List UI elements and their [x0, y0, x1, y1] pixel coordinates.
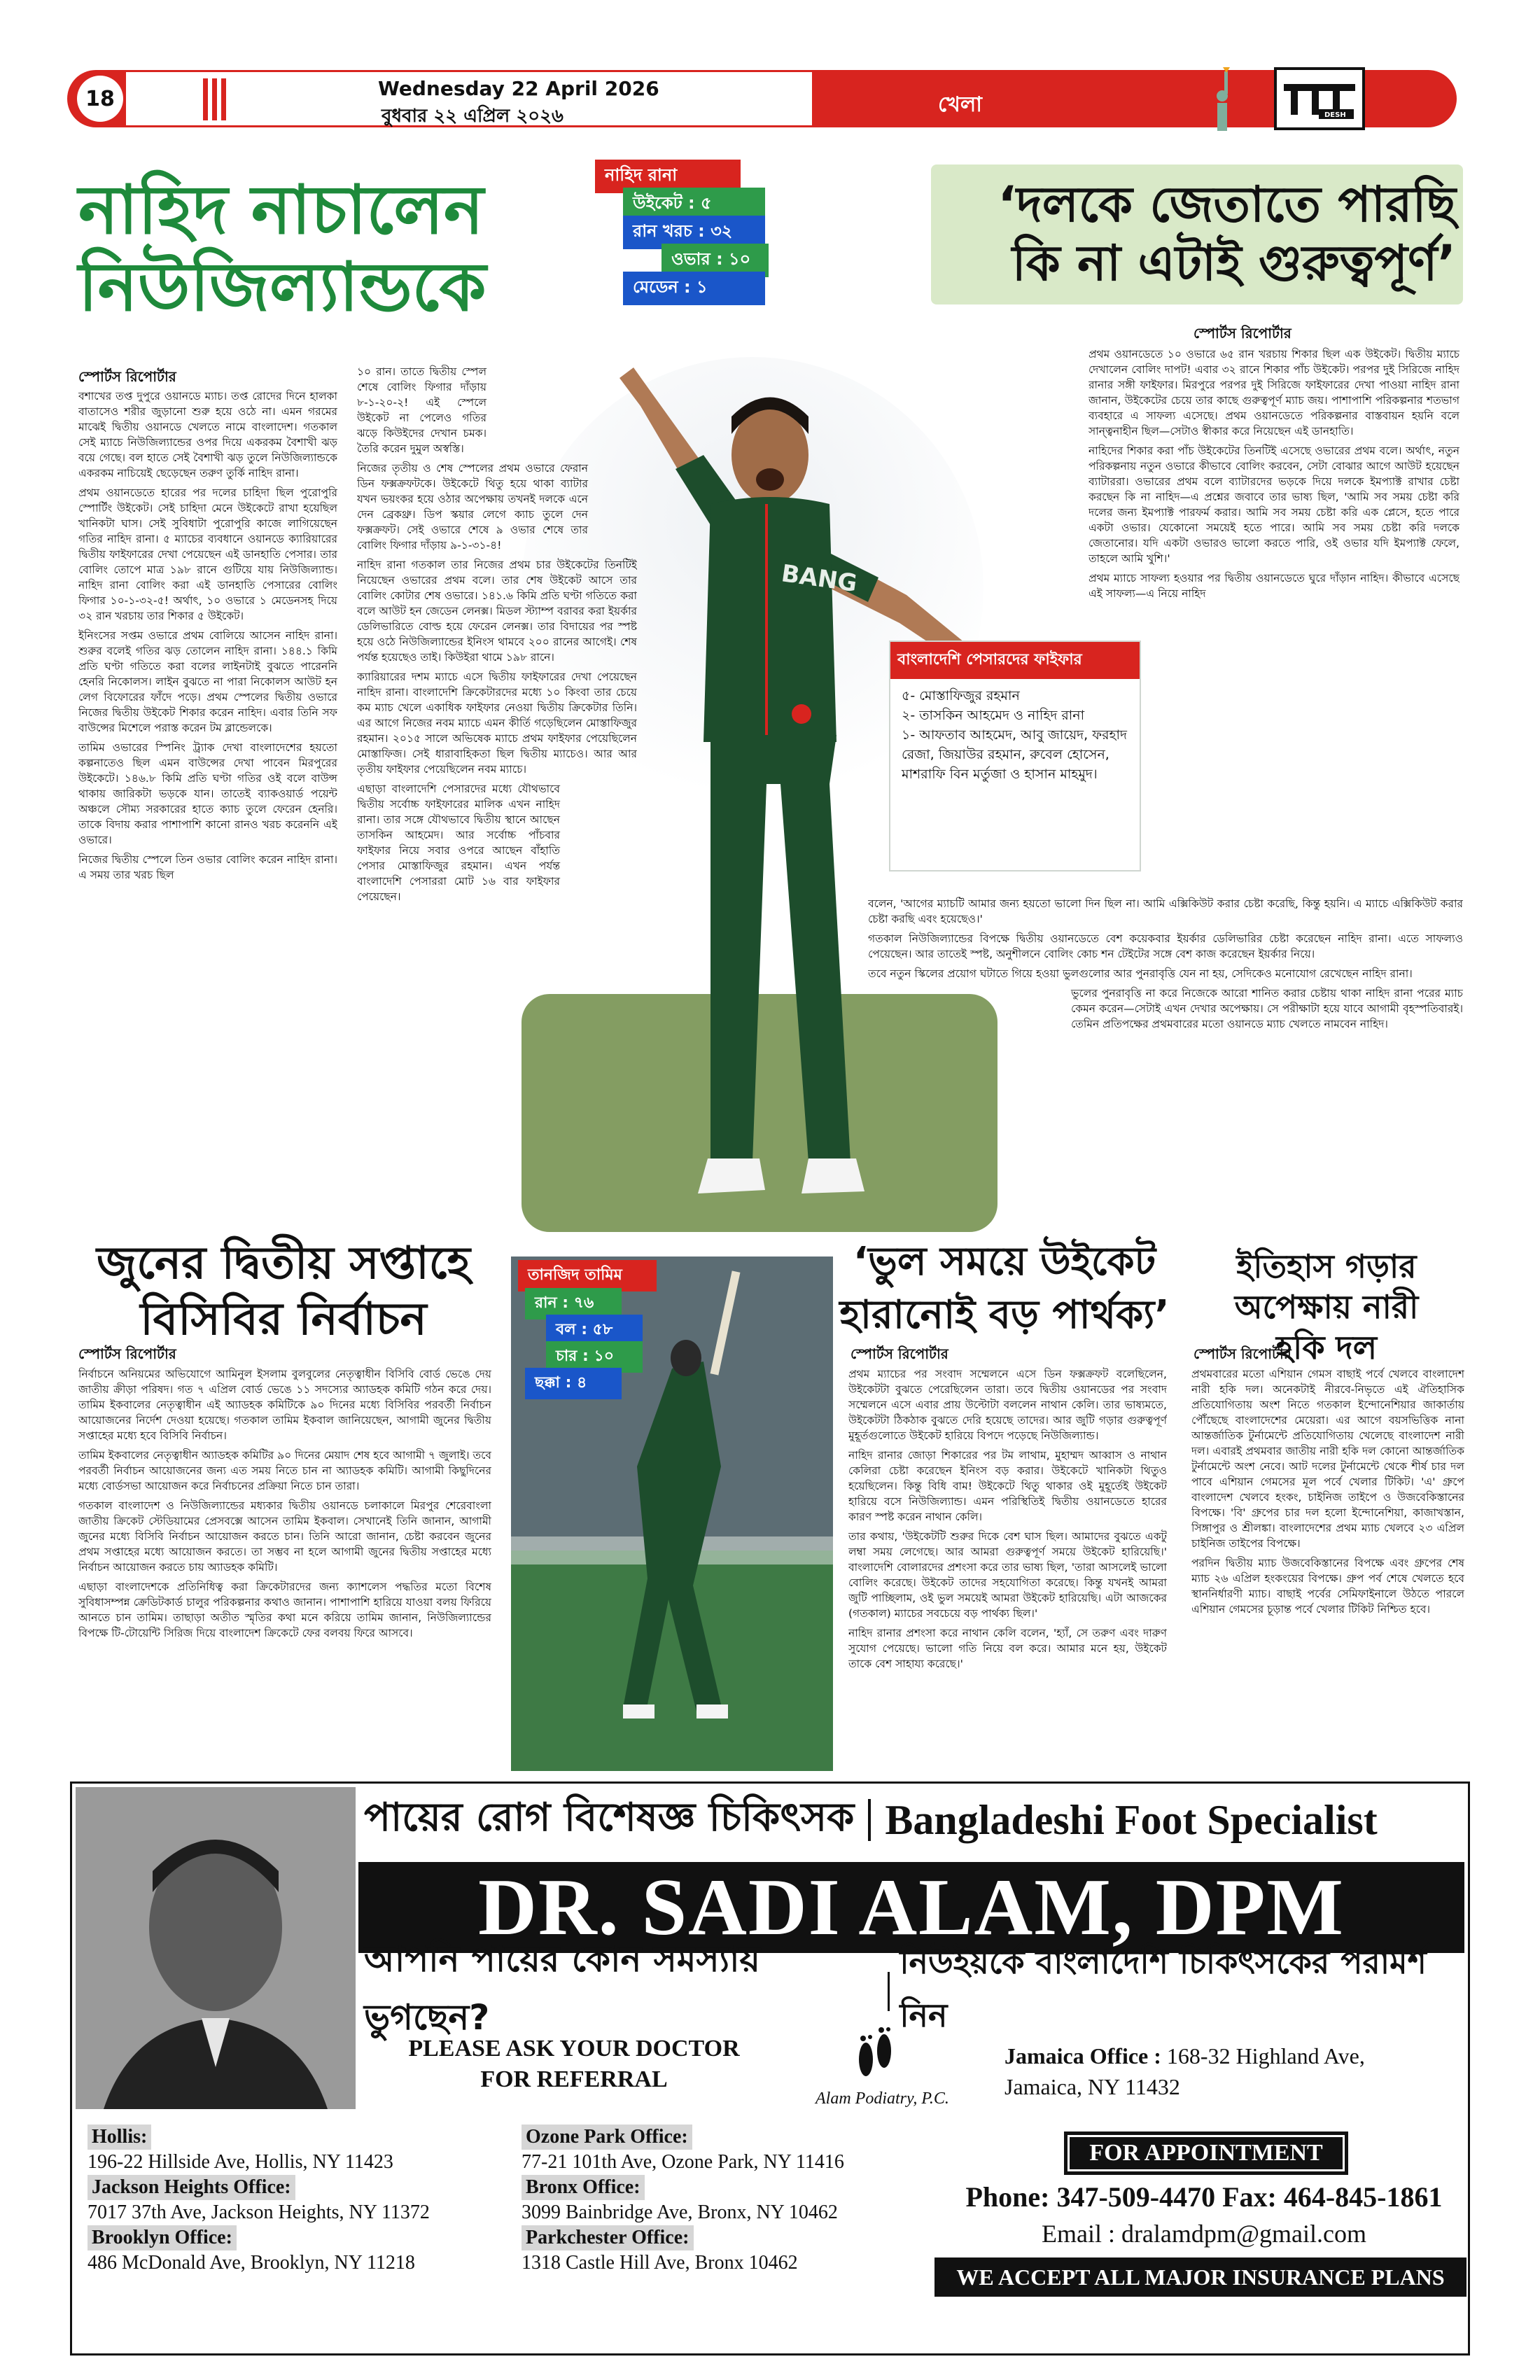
- stats-title: নাহিদ রানা: [595, 160, 741, 193]
- quote-para: প্রথম ওয়ানডেতে ১০ ওভারে ৬৫ রান খরচায় শিকার ছিল এক উইকেট। দ্বিতীয় ম্যাচে দেখালেন বোলিং দাপট! এবার ৩২ রানে শিকার পাঁচ উইকেট। পরপর দুই সিরিজে নাহিদ রানার সঙ্গী ফাইফার। মিরপুরে পরপর দুই সিরিজে ফাইফারের দেখা পাওয়া নাহিদ রানা জানান, উইকেটের চেয়ে তার কাছে গুরুত্বপূর্ণ ম্যাচ জয়। পাশাপাশি পরিকল্পনার শতভাগ ব্যবহারে এ সাফল্য এসেছে। প্রথম ওয়ানডেতে পরিকল্পনার বাস্তবায়ন হয়নি বলে সান্ত্বনাহীন ছিল—সেটাও স্বীকার করে নিয়েছেন এই ডানহাতি।: [1088, 348, 1460, 438]
- desh-logo: [1274, 67, 1365, 130]
- office-address: 196-22 Hillside Ave, Hollis, NY 11423: [88, 2151, 393, 2173]
- ad-tagline-right: নিউইয়র্কে বাংলাদেশি চিকিৎসকের পরামর্শ নিন: [899, 1943, 1427, 2034]
- ad-title-divider: [868, 1799, 871, 1841]
- wicket-byline: স্পোর্টস রিপোর্টার: [850, 1345, 948, 1362]
- lead-column-1: [78, 388, 337, 1250]
- jamaica-address-line1: 168-32 Highland Ave,: [1166, 2043, 1365, 2068]
- quote-headline-line2: কি না এটাই গুরুত্বপূর্ণ’: [1011, 234, 1456, 292]
- ad-phone: Phone: 347-509-4470 Fax: 464-845-1861: [965, 2181, 1443, 2213]
- lead-byline: স্পোর্টস রিপোর্টার: [78, 368, 176, 385]
- lead-col1-para: নিজের দ্বিতীয় স্পেলে তিন ওভার বোলিং করেন নাহিদ রানা। এ সময় তার খরচ ছিল: [78, 853, 337, 881]
- quote-headline: [924, 175, 1456, 293]
- practice-name: Alam Podiatry, P.C.: [816, 2090, 949, 2108]
- ad-title-row: [364, 1788, 1463, 1851]
- quote-headline-line1: ‘দলকে জেতাতে পারছি: [997, 176, 1456, 233]
- quote-cont-para: বলেন, 'আগের ম্যাচটি আমার জন্য হয়তো ভালো দিন ছিল না। আমি এক্সিকিউট করার চেষ্টা করেছি, কিন্তু হয়নি। এ ম্যাচে এক্সিকিউট করার চেষ্টা করছি এবং হয়েছেও।': [868, 897, 1463, 925]
- women-para: পরদিন দ্বিতীয় ম্যাচ উজবেকিস্তানের বিপক্ষে এবং গ্রুপের শেষ ম্যাচ ২৬ এপ্রিল হংকংয়ের বিপক্ষে। গ্রুপ পর্ব শেষে খেলতে হবে স্থাননির্ধারণী ম্যাচ। বাছাই পর্বের সেমিফাইনালে উঠতে পারলে এশিয়ান গেমসের চূড়ান্ত পর্বে খেলার টিকিট নিশ্চিত হবে।: [1191, 1557, 1464, 1616]
- bcb-headline-line2: বিসিবির নির্বাচন: [140, 1294, 427, 1345]
- appointment-label: FOR APPOINTMENT: [1089, 2140, 1323, 2166]
- insurance-label: WE ACCEPT ALL MAJOR INSURANCE PLANS: [956, 2264, 1445, 2290]
- lead-col1-para: তামিম ওভারের স্পিনিং ট্র্যাক দেখা বাংলাদেশের হয়তো কল্পনাতেও ছিল এমন বাউন্সের দেখা পাবেন মিরপুরের উইকেটে। ১৪৬.৮ কিমি প্রতি ঘণ্টা গতির ওই বলে বাউন্স থাকায় জারিকটা ভড়কে যান। তাতেই ব্যাকওয়ার্ড পয়েন্ট অঞ্চলে সৌম্য সরকারের হাতে ক্যাচ তুলে ফেরেন হেনরি। তাকে বিদায় করার পাশাপাশি কানো রানও খরচ করেননি এই ওভারে।: [78, 741, 337, 846]
- fifer-box-title: বাংলাদেশি পেসারদের ফাইফার: [890, 642, 1140, 679]
- office-address: 77-21 101th Ave, Ozone Park, NY 11416: [522, 2151, 844, 2173]
- quote-cont-para: তবে নতুন স্কিলের প্রয়োগ ঘটাতে গিয়ে হওয়া ভুলগুলোর আর পুনরাবৃত্তি যেন না হয়, সেদিকেও মনোযোগ রেখেছেন নাহিদ রানা।: [868, 967, 1413, 980]
- lead-headline-line2: নিউজিল্যান্ডকে: [78, 248, 486, 326]
- office-name: Brooklyn Office:: [88, 2225, 237, 2250]
- office-name: Jackson Heights Office:: [88, 2175, 295, 2200]
- wicket-para: নাহিদ রানার প্রশংসা করে নাথান কেলি বলেন, 'হ্যাঁ, সে তরুণ এবং দারুণ সুযোগ পেয়েছে। ভালো গতি নিয়ে বল করে। আমার মনে হয়, উইকেট তাকে বেশ সাহায্য করেছে।': [848, 1627, 1167, 1670]
- office-address: 3099 Bainbridge Ave, Bronx, NY 10462: [522, 2202, 838, 2223]
- office-name: Parkchester Office:: [522, 2225, 694, 2250]
- insurance-banner: [934, 2258, 1466, 2297]
- page-number: 18: [77, 76, 123, 122]
- section-name: খেলা: [938, 92, 982, 117]
- tanzid-stats: [518, 1260, 658, 1400]
- quote-cont-para: ভুলের পুনরাবৃত্তি না করে নিজেকে আরো শানিত করার চেষ্টায় থাকা নাহিদ রানা পরের ম্যাচ কেমন করেন—সেটাই এখন দেখার অপেক্ষায়। সে পরীক্ষাটা হয়ে যাবে আগামী বৃহস্পতিবারই। তেমিন প্রতিপক্ষের প্রথমবারের মতো ওয়ানডে ম্যাচ খেলতে নামবেন নাহিদ।: [1071, 987, 1463, 1030]
- lead-headline-line1: নাহিদ নাচালেন: [78, 171, 484, 249]
- office-address: 486 McDonald Ave, Brooklyn, NY 11218: [88, 2252, 415, 2274]
- ad-title-english: Bangladeshi Foot Specialist: [885, 1796, 1378, 1843]
- lead-col2-para: ১০ রান। তাতে দ্বিতীয় স্পেল শেষে বোলিং ফিগার দাঁড়ায় ৮-১-২০-২! এই স্পেলে উইকেট না পেলেও গতির ঝড়ে কিউইদের দেখান চমক। তৈরি করেন দুমুল অস্বস্তি।: [357, 365, 486, 455]
- lead-col1-para: প্রথম ওয়ানডেতে হারের পর দলের চাহিদা ছিল পুরোপুরি স্পোর্টিং উইকেট। সেই চাহিদা মেনে উইকেটে রাখা হয়েছিল খানিকটা ঘাস। সেই সুবিধাটা পুরোপুরি কাজে লাগিয়েছেন গতির নাহিদ রানা। ৫ ম্যাচের ব্যবধানে ওয়ানডে ক্যারিয়ারের দ্বিতীয় ফাইফারের দেখা পেয়েছেন এই ডানহাতি পেসার। তার বোলিং তোপে মাত্র ১৯৮ রানে গুটিয়ে যায় নিউজিল্যান্ড। নাহিদ রানা বোলিং করা এই ডানহাতি পেসারের বোলিং ফিগার ১০-১-৩২-৫! অর্থাৎ, ১০ ওভারে ১ মেডেনসহ দিয়ে ৩২ রান খরচায় তার শিকার ৫ উইকেট।: [78, 486, 337, 622]
- stat-maidens: মেডেন : ১: [623, 272, 765, 305]
- office-name: Ozone Park Office:: [522, 2124, 692, 2150]
- wicket-para: প্রথম ম্যাচের পর সংবাদ সম্মেলনে এসে ডিন ফক্সক্রফট বলেছিলেন, উইকেটটা বুঝতে পেরেছিলেন তারা। তবে দ্বিতীয় ওয়ানডের পর সংবাদ সম্মেলনে এসে এবার প্রায় উল্টোটা বললেন নাথান কেলি। তার ভাষ্যমতে, উইকেটটা ঠিকঠাক বুঝতে দেরি হয়েছে তাদের। আর জুটি গড়ার গুরুত্বপূর্ণ মুহূর্তগুলোতে উইকেট হারিয়ে বিপদে পড়েছে নিউজিল্যান্ড।: [848, 1368, 1167, 1442]
- lead-col2-para: ক্যারিয়ারের দশম ম্যাচে এসে দ্বিতীয় ফাইফারের দেখা পেয়েছেন নাহিদ রানা। বাংলাদেশি ক্রিকেটারদের মধ্যে ১০ কিংবা তার চেয়ে কম ম্যাচ খেলে একাধিক ফাইফার নেওয়া দ্বিতীয় ক্রিকেটার তিনি। এর আগে নিজের নবম ম্যাচে এমন কীর্তি গড়েছিলেন মোস্তাফিজুর রহমান। ২০১৫ সালে অভিষেক ম্যাচে প্রথম ফাইফার পেয়েছিলেন মোস্তাফিজ। সেই ধারাবাহিকতা ছিল দ্বিতীয় ম্যাচেও। আর আর তৃতীয় ফাইফার পেয়েছিলেন নবম ম্যাচে।: [357, 671, 637, 776]
- women-headline-line2: অপেক্ষায় নারী: [1234, 1288, 1419, 1326]
- tanzid-stats-title: তানজিদ তামিম: [518, 1260, 657, 1292]
- stat-wickets: উইকেট : ৫: [623, 188, 765, 221]
- bcb-headline-line1: জুনের দ্বিতীয় সপ্তাহে: [96, 1238, 471, 1289]
- statue-of-liberty-icon: [1208, 64, 1236, 134]
- jamaica-label: Jamaica Office :: [1004, 2043, 1161, 2068]
- wicket-headline: [836, 1236, 1172, 1342]
- office-address: 7017 37th Ave, Jackson Heights, NY 11372: [88, 2202, 430, 2223]
- lead-column-2: [357, 364, 637, 1250]
- lead-col1-para: বশাখের তপ্ত দুপুরে ওয়ানডে ম্যাচ। তপ্ত রোদের দিনে হালকা বাতাসেও শরীর জুড়ানো শুরু হয়ে ওঠে না। এমন গরমের মাঝেই দ্বিতীয় ওয়ানডে খেলতে নামে বাংলাদেশ। গতকাল সেই ম্যাচে নিউজিল্যান্ডের ওপর দিয়ে একরকম বৈশাখী ঝড় বয়ে গেছে। বল হাতে সেই বৈশাখী ঝড় তুলে নিউজিল্যান্ডকে একরকম নাচিয়েই ছেড়েছেন তরুণ তুর্কি নাহিদ রানা।: [78, 390, 337, 479]
- fifer-item: ৫- মোস্তাফিজুর রহমান: [902, 688, 1020, 704]
- svg-text:DESH: DESH: [1324, 111, 1346, 119]
- bcb-para: এছাড়া বাংলাদেশকে প্রতিনিধিত্ব করা ক্রিকেটারদের জন্য ক্যাশলেস পদ্ধতির মতো বিশেষ সুবিধাসম্পন্ন ক্রেডিটকার্ড চালুর পরিকল্পনার কথাও জানান। পাশাপাশি হারিয়ে যাওয়া বলয় ফিরিয়ে আনতে চান তামিম। তাছাড়া অতীত স্মৃতির কথা মনে করিয়ে তামিম জানান, নিউজিল্যান্ডের বিপক্ষে টি-টোয়েন্টি সিরিজ দিয়ে বাংলাদেশ ক্রিকেটে ফের বলবয় ফিরে আসবে।: [78, 1581, 491, 1639]
- wicket-headline-line2: হারানোই বড় পার্থক্য’: [839, 1292, 1170, 1338]
- bcb-para: তামিম ইকবালের নেতৃত্বাধীন অ্যাডহক কমিটির ৯০ দিনের মেয়াদ শেষ হবে আগামী ৭ জুলাই। তবে পরবর্তী নির্বাচন আয়োজনের জন্য এত সময় নিতে চান না অ্যাডহক কমিটি। আগামী কিছুদিনের মধ্যে বোর্ডসভা আয়োজন করে নির্বাচনের প্রক্রিয়া নিতে চান তারা।: [78, 1449, 491, 1492]
- doctor-photo: [76, 1787, 356, 2109]
- lead-col1-para: ইনিংসের সপ্তম ওভারে প্রথম বোলিয়ে আসেন নাহিদ রানা। শুরুর বলেই গতির ঝড় তোলেন নাহিদ রানা। ১৪৪.১ কিমি প্রতি ঘণ্টা গতিতে করা বলের লাইনটাই বুঝতে পারেননি হেনরি নিকোলস। লাইন বুঝতে না পারা নিকোলস আউট হন লেগ বিফোরের ফাঁদে পড়ে। প্রথম স্পেলের দ্বিতীয় ওভারে নিজের দ্বিতীয় উইকেট শিকার করেন নাহিদ। এবার তিনি সফ বাউন্সের মিশেলে পরাস্ত করেন টম ব্লান্ডেলকে।: [78, 629, 337, 734]
- nahid-stats: [595, 160, 763, 300]
- ad-tagline-left: আপনি পায়ের কোন সমস্যায় ভুগছেন?: [364, 1939, 761, 2038]
- footprint-icon: [850, 2023, 899, 2086]
- quote-para: প্রথম ম্যাচে সাফল্য হওয়ার পর দ্বিতীয় ওয়ানডেতে ঘুরে দাঁড়ান নাহিদ। কীভাবে এসেছে এই সাফল্য—এ নিয়ে নাহিদ: [1088, 572, 1460, 600]
- stumps-icon: [203, 78, 227, 120]
- referral-note: [364, 2033, 784, 2095]
- lead-col2-para: নাহিদ রানা গতকাল তার নিজের প্রথম চার উইকেটের তিনটিই নিয়েছেন ওভারের প্রথম বলে। তার শেষ উইকেট আসে তার বোলিং কোটার শেষ ওভারে। ১৪১.৬ কিমি প্রতি ঘণ্টা গতিতে করা বলে আউট হন জেডেন লেনক্স। মিডল স্ট্যাম্প বরাবর করা ইয়র্কার ডেলিভারিতে বোল্ড হয়ে ফেরেন লেনক্স। তার বিদায়ের পর স্পষ্ট হয়ে ওঠে নিউজিল্যান্ডের ইনিংস থামবে ২০০ রানের আগেই। শেষ পর্যন্ত হয়েছেও তাই। কিউইরা থামে ১৯৮ রানে।: [357, 559, 637, 664]
- lead-col2-para: নিজের তৃতীয় ও শেষ স্পেলের প্রথম ওভারে ফেরান ডিন ফক্সক্রফটকে। উইকেটে থিতু হয়ে থাকা ব্যাটার যখন ভয়ংকর হয়ে ওঠার অপেক্ষায় তখনই দলকে এনে দেন ব্রেকথ্রু। ডিপ স্কয়ার লেগে ক্যাচ তুলে দেন ফক্সক্রফট। সেই ওভারে শেষে ৯ ওভার শেষে তার বোলিং ফিগার দাঁড়ায় ৯-১-৩১-৪!: [357, 462, 588, 552]
- fifer-item: ২- তাসকিন আহমেদ ও নাহিদ রানা: [902, 708, 1085, 723]
- bcb-headline: [74, 1236, 493, 1348]
- quote-cont-para: গতকাল নিউজিল্যান্ডের বিপক্ষে দ্বিতীয় ওয়ানডেতে বেশ কয়েকবার ইয়র্কার ডেলিভারির চেষ্টা করেছেন নাহিদ রানা। এতে সাফল্যও পেয়েছেন। আর তাতেই স্পষ্ট, অনুশীলনে বোলিং কোচ শন টেইটের সঙ্গে বেশ কাজ করেছেন ইয়র্কার নিয়ে।: [868, 932, 1463, 960]
- women-headline-line3: হকি দল: [1276, 1329, 1377, 1366]
- office-name: Bronx Office:: [522, 2175, 645, 2200]
- wicket-headline-line1: ‘ভুল সময়ে উইকেট: [853, 1239, 1156, 1284]
- stat-runs: রান খরচ : ৩২: [623, 216, 765, 249]
- date-bangla: বুধবার ২২ এপ্রিল ২০২৬: [382, 106, 564, 127]
- ad-tagline-row: [364, 1939, 1463, 2038]
- fifer-item: ১- আফতাব আহমেদ, আবু জায়েদ, ফরহাদ রেজা, জিয়াউর রহমান, রুবেল হোসেন, মাশরাফি বিন মর্তুজা ও হাসান মাহমুদ।: [902, 727, 1128, 782]
- ad-title-bangla: পায়ের রোগ বিশেষজ্ঞ চিকিৎসক: [364, 1795, 855, 1840]
- wicket-para: তার কথায়, 'উইকেটটি শুরুর দিকে বেশ ঘাস ছিল। আমাদের বুঝতে একটু লম্বা সময় লেগেছে। আর আমরা গুরুত্বপূর্ণ সময়ে উইকেট হারিয়েছি।' বাংলাদেশি বোলারদের প্রশংসা করে তার ভাষ্য ছিল, 'তারা আসলেই ভালো বোলিং করেছে। উইকেট তাদের সহযোগিতা করেছে। কিন্তু যখনই আমরা জুটি পাচ্ছিলাম, ওই ভুল সময়েই আমরা উইকেট হারিয়েছি। এটা আজকের (গতকাল) ম্যাচের সবচেয়ে বড় পার্থক্য ছিল।': [848, 1530, 1167, 1620]
- date-english: Wednesday 22 April 2026: [378, 77, 659, 100]
- wicket-para: নাহিদ রানার জোড়া শিকারের পর টম লাথাম, মুহাম্মদ আব্বাস ও নাথান কেলিরা চেষ্টা করেছেন ইনিংস বড় করার। উইকেটে খানিকটা থিতুও হয়েছিলেন। কিন্তু বিধি বাম! উইকেটে থিতু থাকার ওই মুহূর্তেই উইকেট হারিয়ে বসে নিউজিল্যান্ড। এমন পরিস্থিতিই দ্বিতীয় ওয়ানডেতে হারের কারণ স্পষ্ট করেন নাথান কেলি।: [848, 1449, 1167, 1523]
- women-para: প্রথমবারের মতো এশিয়ান গেমস বাছাই পর্বে খেলবে বাংলাদেশ নারী হকি দল। অনেকটাই নীরবে-নিভৃতে এই ঐতিহাসিক প্রতিযোগিতায় অংশ নিতে গতকাল ইন্দোনেশিয়ার জাকার্তায় পৌঁছেছে বাংলাদেশের মেয়েরা। এর আগে বয়সভিত্তিক নানা আন্তর্জাতিক টুর্নামেন্টে প্রতিযোগিতায় খেলেছে বাংলাদেশ নারী দল। এবারই প্রথমবার জাতীয় নারী হকি দল কোনো আন্তর্জাতিক টুর্নামেন্টে অংশ নেবে। আট দলের টুর্নামেন্টে থেকে শীর্ষ চার দল পাবে এশিয়ান গেমসের মূল পর্বে খেলার টিকিট। 'এ' গ্রুপে বাংলাদেশ খেলবে হংকং, চাইনিজ তাইপে ও উজবেকিস্তানের বিপক্ষে। 'বি' গ্রুপের চার দল হলো ইন্দোনেশিয়া, কাজাখস্তান, সিঙ্গাপুর ও শ্রীলঙ্কা। বাংলাদেশের প্রথম ম্যাচ খেলবে ২৩ এপ্রিল চাইনিজ তাইপের বিপক্ষে।: [1191, 1368, 1464, 1550]
- svg-text:BANG: BANG: [779, 559, 859, 598]
- ad-tagline-divider: [888, 1972, 890, 2011]
- referral-line1: PLEASE ASK YOUR DOCTOR: [408, 2036, 740, 2062]
- tanzid-stat-balls: বল : ৫৮: [546, 1315, 643, 1346]
- stat-overs: ওভার : ১০: [662, 244, 769, 277]
- bcb-para: নির্বাচনে অনিয়মের অভিযোগে আমিনুল ইসলাম বুলবুলের নেতৃত্বাধীন বিসিবি বোর্ড ভেঙে দেয় জাতীয় ক্রীড়া পরিষদ। গত ৭ এপ্রিল বোর্ড ভেঙে ১১ সদস্যের অ্যাডহক কমিটি গঠন করে দেয়। তামিম ইকবালের নেতৃত্বাধীন এই অ্যাডহক কমিটিকে ৯০ দিনের মধ্যে বিসিবির পরবর্তী নির্বাচন আয়োজনের নির্দেশ দেওয়া হয়েছে। গতকাল তামিম ইকবাল জানিয়েছেন, আগামী জুনের দ্বিতীয় সপ্তাহের মধ্যে হবে বিসিবি নির্বাচন।: [78, 1368, 491, 1442]
- tanzid-stat-fours: চার : ১০: [546, 1341, 643, 1373]
- women-headline-line1: ইতিহাস গড়ার: [1236, 1247, 1417, 1285]
- bcb-para: গতকাল বাংলাদেশ ও নিউজিল্যান্ডের মধ্যকার দ্বিতীয় ওয়ানডে চলাকালে মিরপুর শেরেবাংলা জাতীয় ক্রিকেট স্টেডিয়ামের প্রেসবক্সে আসেন তামিম ইকবাল। সেখানেই তিনি জানান, আগামী জুনের মধ্যে বিসিবি নির্বাচন আয়োজন করতে চান। তিনি আরো জানান, চেষ্টা করবেন জুনের প্রথম সপ্তাহের মধ্যে আয়োজন করতে। তা সম্ভব না হলে আগামী জুনের দ্বিতীয় সপ্তাহের মধ্যে নির্বাচন আয়োজন করতে চায় অ্যাডহক কমিটি।: [78, 1499, 491, 1574]
- office-name: Hollis:: [88, 2124, 151, 2150]
- lead-col2-para: এছাড়া বাংলাদেশি পেসারদের মধ্যে যৌথভাবে দ্বিতীয় সর্বোচ্চ ফাইফারের মালিক এখন নাহিদ রানা। তার সঙ্গে যৌথভাবে দ্বিতীয় স্থানে আছেন তাসকিন আহমেদ। আর সর্বোচ্চ পাঁচবার ফাইফার নিয়ে সবার ওপরে আছেন বাঁহাতি পেসার মোস্তাফিজুর রহমান। এখন পর্যন্ত বাংলাদেশি পেসাররা মোট ১৬ বার ফাইফার পেয়েছেন।: [357, 783, 560, 903]
- tanzid-stat-sixes: ছক্কা : ৪: [525, 1368, 622, 1399]
- quote-story-continued: [868, 896, 1463, 1253]
- offices-middle: [522, 2124, 941, 2276]
- jamaica-address-line2: Jamaica, NY 11432: [1004, 2074, 1180, 2099]
- doctor-name: DR. SADI ALAM, DPM: [478, 1862, 1345, 1952]
- ad-email: Email : dralamdpm@gmail.com: [1041, 2220, 1367, 2248]
- women-byline: স্পোর্টস রিপোর্টার: [1194, 1345, 1292, 1362]
- office-address: 1318 Castle Hill Ave, Bronx 10462: [522, 2252, 798, 2274]
- appointment-banner: [1064, 2132, 1348, 2175]
- jamaica-office: [1004, 2040, 1460, 2102]
- fifer-box: [889, 640, 1141, 872]
- tanzid-stat-runs: রান : ৭৬: [525, 1288, 622, 1320]
- quote-para: নাহিদের শিকার করা পাঁচ উইকেটের তিনটিই এসেছে ওভারের প্রথম বলে। অর্থাৎ, নতুন পরিকল্পনায় নতুন ওভারে কীভাবে বোলিং করবেন, সেটা বোঝার আগে আউট হয়েছেন ব্যাটাররা। ওভারের প্রথম বলে ব্যাটারদের ভড়কে দিয়ে দলকে ইমপ্যাক্ট রাখার চেষ্টা করছেন কি না নাহিদ—এ প্রশ্নের জবাবে তার ভাষ্য ছিল, 'আমি সব সময় চেষ্টা করি দলের জন্য ইমপ্যাক্ট পারফর্ম করার। আমি সব সময় চেষ্টা করি এক প্লেসে, হতে পারে একটা ওভার। যেকোনো সময়েই হতে পারে। আমি সব সময় চেষ্টা করি দলকে জেতানোর। যদি একটা ওভারও ভালো করতে পারি, ওই ওভার যদি ইমপ্যাক্ট ফেলে, তাহলে আমি খুশি।': [1088, 444, 1460, 565]
- quote-byline: স্পোর্টস রিপোর্টার: [1194, 325, 1292, 342]
- lead-headline: [78, 172, 526, 326]
- referral-line2: FOR REFERRAL: [480, 2066, 668, 2092]
- offices-left: [88, 2124, 507, 2276]
- bcb-byline: স্পোর্টস রিপোর্টার: [78, 1345, 176, 1362]
- quote-story-body: [1088, 346, 1460, 892]
